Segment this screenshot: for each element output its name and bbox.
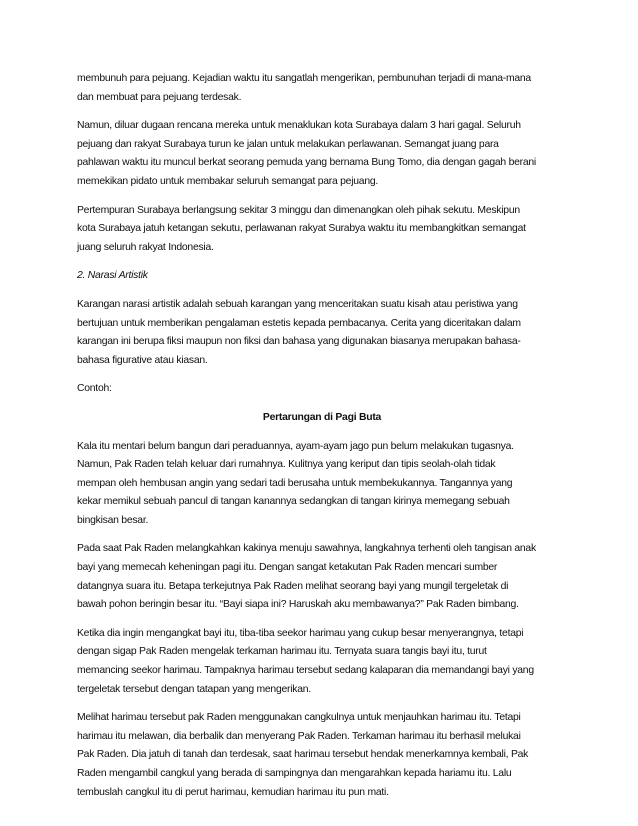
text-line: kekar memikul sebuah pancul di tangan kanannya sedangkan di tangan kirinya memegang sebuah	[77, 496, 510, 508]
text-line: bawah pohon beringin besar itu. “Bayi siapa ini? Haruskah aku membawanya?” Pak Raden bimbang.	[77, 599, 519, 611]
text-line: pejuang dan rakyat Surabaya turun ke jalan untuk melakukan perlawanan. Semangat juang para	[77, 138, 499, 150]
text-line: Melihat harimau tersebut pak Raden menggunakan cangkulnya untuk menjauhkan harimau itu. Tetapi	[77, 712, 521, 724]
text-line: harimau itu melawan, dia berbalik dan menyerang Pak Raden. Terkaman harimau itu berhasil melukai	[77, 730, 521, 742]
section-heading-text: 2. Narasi Artistik	[77, 270, 148, 282]
text-line: Namun, diluar dugaan rencana mereka untuk menaklukan kota Surabaya dalam 3 hari gagal. Seluruh	[77, 120, 521, 132]
text-line: Raden mengambil cangkul yang berada di sampingnya dan mengarahkan kepada hariamu itu. Lalu	[77, 768, 512, 779]
text-line: bertujuan untuk memberikan pengalaman estetis kepada pembacanya. Cerita yang diceritakan dalam	[77, 317, 521, 329]
paragraph-intro-continuation	[77, 70, 567, 107]
paragraph-artistic-definition	[77, 296, 567, 370]
paragraph-story-2	[77, 540, 567, 614]
text-line: bahasa figurative atau kiasan.	[77, 354, 208, 366]
paragraph-surabaya-attack	[77, 117, 567, 191]
text-line: Karangan narasi artistik adalah sebuah karangan yang menceritakan suatu kisah atau peristiwa yang	[77, 298, 518, 310]
text-line: Namun, Pak Raden telah keluar dari rumahnya. Kulitnya yang keriput dan tipis seolah-olah tidak	[77, 459, 496, 471]
paragraph-battle-outcome	[77, 202, 567, 258]
text-line: pahlawan waktu itu muncul berkat seorang pemuda yang bernama Bung Tomo, dia dengan gagah berani	[77, 157, 536, 169]
example-label	[77, 380, 567, 399]
text-line: karangan ini berupa fiksi maupun non fiksi dan bahasa yang digunakan biasanya merupakan bahasa-	[77, 336, 521, 348]
text-line: bingkisan besar.	[77, 514, 149, 526]
example-label-text: Contoh:	[77, 383, 112, 395]
text-line: memancing seekor harimau. Tampaknya harimau tersebut sedang kalaparan dia memandangi bayi yang	[77, 665, 534, 677]
text-line: tembuslah cangkul itu di perut harimau, kemudian harimau itu pun mati.	[77, 786, 389, 798]
text-line: Pada saat Pak Raden melangkahkan kakinya menuju sawahnya, langkahnya terhenti oleh tangisan anak	[77, 543, 536, 555]
paragraph-story-1	[77, 438, 567, 531]
text-line: mempan oleh hembusan angin yang sedari tadi berusaha untuk membekukannya. Tangannya yang	[77, 477, 513, 489]
text-line: bayi yang memecah keheningan pagi itu. Dengan sangat ketakutan Pak Raden mencari sumber	[77, 562, 498, 574]
text-line: dengan sigap Pak Raden mengelak terkaman harimau itu. Ternyata suara tangis bayi itu, turut	[77, 646, 487, 658]
text-line: memekikan pidato untuk membakar seluruh semangat para pejuang.	[77, 175, 379, 187]
text-line: Pak Raden. Dia jatuh di tanah dan terdesak, saat harimau tersebut hendak menerkamnya kembali, Pak	[77, 749, 529, 761]
text-line: Pertempuran Surabaya berlangsung sekitar 3 minggu dan dimenangkan oleh pihak sekutu. Meskipun	[77, 204, 520, 216]
text-line: dan membuat para pejuang terdesak.	[77, 91, 242, 103]
text-line: Ketika dia ingin mengangkat bayi itu, tiba-tiba seekor harimau yang cukup besar menyerangnya, tetapi	[77, 627, 524, 639]
paragraph-story-3	[77, 625, 567, 699]
text-line: tergeletak tersebut dengan tatapan yang mengerikan.	[77, 683, 311, 695]
text-line: membunuh para pejuang. Kejadian waktu itu sangatlah mengerikan, pembunuhan terjadi di mana-mana	[77, 73, 531, 84]
text-line: Kala itu mentari belum bangun dari peraduannya, ayam-ayam jago pun belum melakukan tugasnya.	[77, 440, 514, 452]
document-body	[77, 70, 567, 812]
text-line: juang seluruh rakyat Indonesia.	[77, 241, 214, 253]
story-title-text: Pertarungan di Pagi Buta	[262, 411, 382, 423]
section-heading	[77, 267, 567, 286]
text-line: kota Surabaya jatuh ketangan sekutu, perlawanan rakyat Surabya waktu itu membangkitkan semangat	[77, 223, 526, 235]
paragraph-story-4	[77, 709, 567, 802]
story-title	[77, 409, 567, 428]
text-line: datangnya suara itu. Betapa terkejutnya Pak Raden melihat seorang bayi yang mungil tergeletak di	[77, 580, 509, 592]
